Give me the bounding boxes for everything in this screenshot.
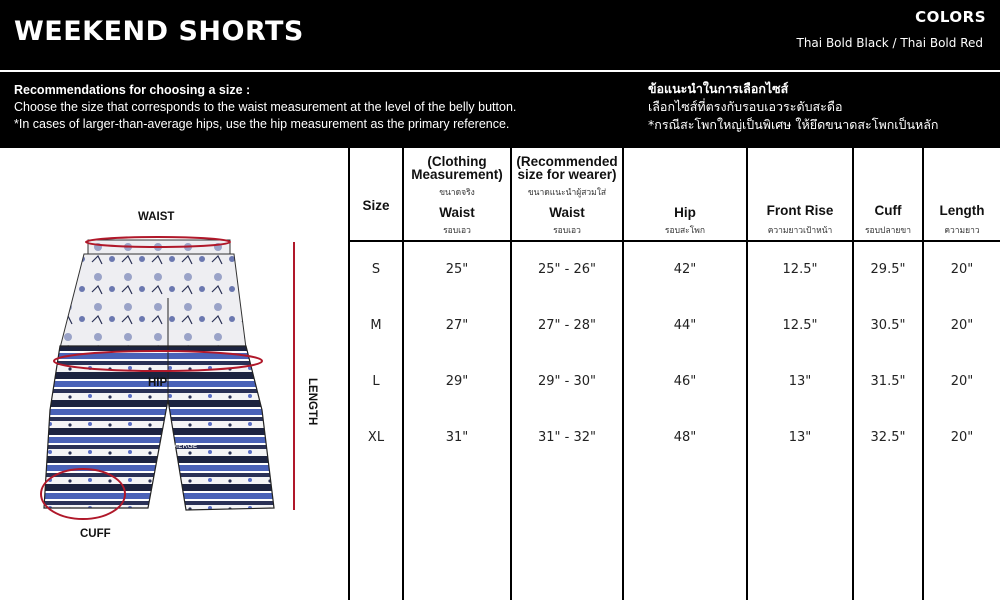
recommendation-line-th-1: เลือกไซส์ที่ตรงกับรอบเอวระดับสะดือ [648, 99, 843, 114]
cell-hip: 48" [673, 430, 697, 445]
product-title: WEEKEND SHORTS [14, 16, 304, 47]
cell-waist: 25" [445, 262, 469, 277]
header-size-label: Size [362, 198, 390, 213]
table-row [348, 262, 1000, 282]
header-hip [624, 148, 746, 240]
cell-length: 20" [950, 374, 974, 389]
cell-recommended-waist: 31" - 32" [538, 430, 596, 445]
recommendations-heading-en: Recommendations for choosing a size : [14, 83, 251, 97]
recommendation-line-en-2: *In cases of larger-than-average hips, use the hip measurement as the primary reference. [14, 117, 510, 131]
colors-heading: COLORS [915, 8, 986, 26]
size-table [348, 148, 1000, 600]
recommendations-thai [648, 80, 939, 134]
cell-hip: 46" [673, 374, 697, 389]
header-cuff [854, 148, 922, 240]
cell-size: L [372, 374, 380, 389]
recommendation-line-en-1: Choose the size that corresponds to the waist measurement at the level of the belly button. [14, 100, 517, 114]
cell-recommended-waist: 27" - 28" [538, 318, 596, 333]
cell-cuff: 32.5" [870, 430, 906, 445]
cell-waist: 27" [445, 318, 469, 333]
cell-length: 20" [950, 262, 974, 277]
header-recommended-waist [512, 148, 622, 240]
table-row [348, 430, 1000, 450]
cell-cuff: 30.5" [870, 318, 906, 333]
cell-front-rise: 12.5" [782, 262, 818, 277]
header-clothing-waist-th: รอบเอว [443, 226, 471, 236]
header-hip-label: Hip [674, 205, 696, 220]
header-clothing-waist-label: Waist [439, 205, 475, 220]
recommendations-panel [0, 72, 1000, 148]
cell-hip: 42" [673, 262, 697, 277]
header-length-th: ความยาว [944, 226, 980, 236]
header-clothing-waist [404, 148, 510, 240]
cell-size: S [371, 262, 381, 277]
waist-label: WAIST [138, 211, 175, 223]
cell-size: XL [367, 430, 385, 445]
header-length [924, 148, 1000, 240]
header-recommended-note-th: ขนาดแนะนำผู้สวมใส่ [527, 188, 607, 198]
recommendations-english [14, 82, 516, 133]
header-front-rise-label: Front Rise [766, 203, 834, 218]
header-cuff-label: Cuff [874, 203, 902, 218]
cell-recommended-waist: 25" - 26" [538, 262, 596, 277]
cell-front-rise: 12.5" [782, 318, 818, 333]
cell-front-rise: 13" [788, 374, 812, 389]
shorts-diagram [0, 148, 348, 600]
cell-front-rise: 13" [788, 430, 812, 445]
header-recommended-waist-th: รอบเอว [553, 226, 581, 236]
header-front-rise-th: ความยาวเป้าหน้า [767, 226, 833, 236]
hip-label: HIP [148, 377, 168, 389]
recommendations-heading-th: ข้อแนะนำในการเลือกไซส์ [648, 81, 789, 96]
recommendation-line-th-2: *กรณีสะโพกใหญ่เป็นพิเศษ ให้ยึดขนาดสะโพกเป็นหลัก [648, 117, 939, 132]
cell-waist: 31" [445, 430, 469, 445]
header-clothing-note-th: ขนาดจริง [439, 188, 475, 198]
header-length-label: Length [939, 203, 985, 218]
cell-length: 20" [950, 318, 974, 333]
table-header-divider [348, 240, 1000, 242]
header-clothing-note: (Clothing Measurement) [411, 154, 503, 182]
cell-cuff: 29.5" [870, 262, 906, 277]
cell-length: 20" [950, 430, 974, 445]
header-bar [0, 0, 1000, 70]
garment-print-text: MERGE [172, 442, 198, 450]
table-row [348, 374, 1000, 394]
header-recommended-waist-label: Waist [549, 205, 585, 220]
cell-recommended-waist: 29" - 30" [538, 374, 596, 389]
header-size [350, 148, 402, 240]
header-hip-th: รอบสะโพก [664, 226, 706, 236]
header-front-rise [748, 148, 852, 240]
cuff-label: CUFF [80, 528, 111, 540]
header-recommended-note: (Recommended size for wearer) [516, 154, 618, 182]
cell-cuff: 31.5" [870, 374, 906, 389]
cell-hip: 44" [673, 318, 697, 333]
table-row [348, 318, 1000, 338]
cell-waist: 29" [445, 374, 469, 389]
header-cuff-th: รอบปลายขา [864, 226, 911, 236]
cell-size: M [370, 318, 382, 333]
colors-value: Thai Bold Black / Thai Bold Red [796, 36, 983, 50]
length-label: LENGTH [306, 378, 318, 426]
